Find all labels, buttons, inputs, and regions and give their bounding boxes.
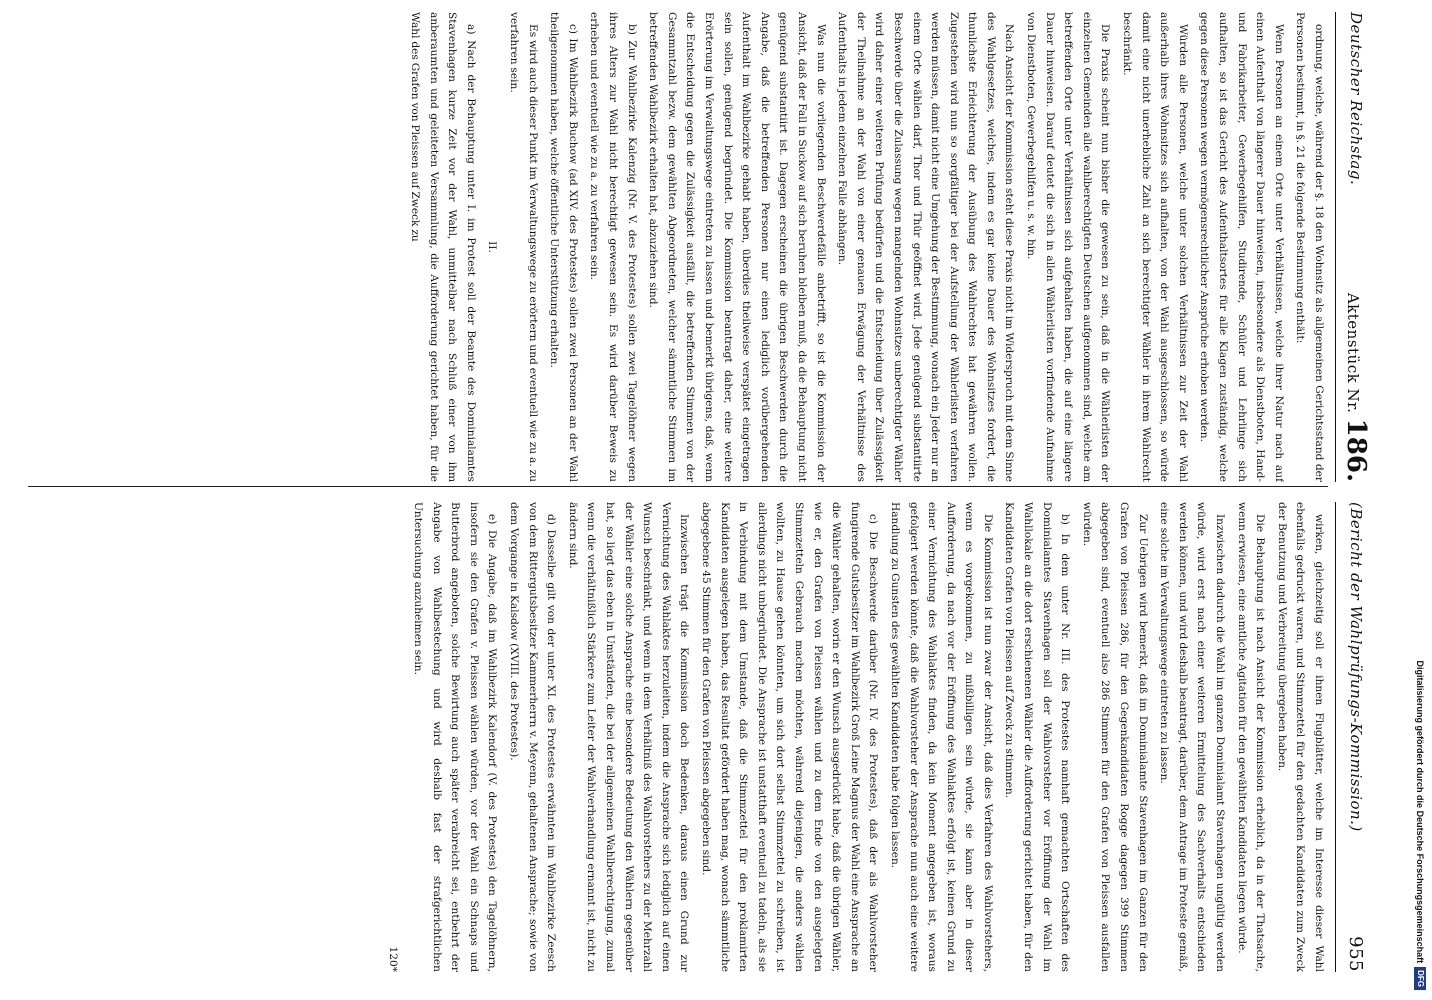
paragraph: Wenn Personen an einem Orte unter Verhältnissen, welche ihrer Natur nach auf einen Aufenthalt von längerer Dauer hinweisen, insbesondere als Dienstboten, Hand- und Fabrikarbeiter, Gewerbegehilfen, Studirende, Schüler und Lehrlinge sich aufhalten, so ist das Gericht des Aufenthaltsortes für alle Klagen zuständig, welche gegen diese Personen wegen vermögensrechtlicher Ansprüche erhoben werden.: [1198, 12, 1285, 482]
left-half-page: [0, 12, 1380, 482]
paragraph: Die Kommission ist nun zwar der Ansicht, daß dies Verfahren des Wahlvorstehers, wenn es vorgekommen, zu mißbilligen sein würde, sie kann aber in dieser Aufforderung, da nach vor der Eröffnung des Wahlaktes erfolgt ist, keinen Grund zu einer Vernichtung des Wahlaktes finden, da kein Moment angegeben ist, woraus gefolgert werden könnte, daß die Wahlvorsteher der Ansprache nun auch eine weitere Handlung zu Gunsten des gewählten Kandidaten habe folgen lassen.: [888, 502, 994, 972]
paragraph: Nach Ansicht der Kommission steht diese Praxis nicht im Widerspruch mit dem Sinne des Wahlgesetzes, welches, indem es gar keine Dauer des Wohnsitzes fordert, die thunlichste Erleichterung der Ausübung des Wahlrechtes hat gewähren wollen. Zugestehen wird nun so sorgfältiger bei der Aufstellung der Wählerlisten verfahren werden müssen, damit nicht eine Umgehung der Bestimmung, wonach ein Jeder nur an einem Orte wählen darf, Thor und Thür geöffnet wird. Jede genügend substantiirte Beschwerde über die Zulassung wegen mangelnden Wohnsitzes unberechtigter Wähler wird daher einer weiteren Prüfung bedürfen und die Entscheidung über Zulässigkeit der Theilnahme an der Wahl von einer genauen Erwägung der Verhältnisse des Aufenthalts in jedem einzelnen Falle abhängen.: [836, 12, 1016, 482]
paragraph: Würden alle Personen, welche unter solchen Verhältnissen zur Zeit der Wahl außerhalb ihres Wohnsitzes sich aufhalten, von der Wahl ausgeschlossen, so würde damit eine nicht unerhebliche Zahl an sich berechtigter Wähler in ihrem Wahlrecht beschränkt.: [1121, 12, 1189, 482]
document-page: [0, 12, 1380, 972]
document-reference-label: Aktenstück Nr.: [1344, 292, 1362, 414]
report-title: (Bericht der Wahlprüfungs-Kommission.): [1347, 502, 1365, 832]
left-running-header: [1335, 12, 1376, 482]
paragraph: Es wird auch dieser Punkt im Verwaltungswege zu erörtern und eventuell wie zu a. zu verfahren sein.: [508, 12, 539, 482]
paragraph: Was nun die vorliegenden Beschwerdefälle anbetrifft, so ist die Kommission der Ansicht, daß der Fall in Suckow auf sich beruhen bleiben muß, da die Behauptung nicht genügend substantiirt ist. Dagegen erscheinen die übrigen Beschwerden durch die Angabe, daß die betreffenden Personen nur einen lediglich vorübergehenden Aufenthalt im Wahlbezirke gehabt haben, überdies theilweise verspätet eingetragen sein sollen, genügend begründet. Die Kommission beantragt daher, eine weitere Erörterung im Verwaltungswege eintreten zu lassen und bemerkt übrigens, daß, wenn die Entscheidung gegen die Zulässigkeit ausfällt, die betreffenden Stimmen von der Gesammtzahl bezw. dem gewählten Abgeordneten, welcher sämmtliche Stimmen im betreffenden Wahlbezirk erhalten hat, abzuziehen sind.: [647, 12, 827, 482]
paragraph: ordnung, welche, während der §. 18 den Wohnsitz als allgemeinen Gerichtsstand der Personen bestimmt, in §. 21 die folgende Bestimmung enthält:: [1294, 12, 1325, 482]
paragraph: Die Behauptung ist nach Ansicht der Kommission erheblich, da in der Thatsache, wenn erwiesen, eine amtliche Agitation für den gewählten Kandidaten liegen würde.: [1235, 502, 1267, 972]
paragraph: b) In dem unter Nr. III. des Protestes namhaft gemachten Ortschaften des Dominialamtes Stavenhagen soll der Wahlvorsteher vor Eröffnung der Wahl im Wahllokale an die dort erschienenen Wähler die Aufforderung gerichtet haben, für den Kandidaten Grafen von Pleissen auf Zweck zu stimmen.: [1003, 502, 1072, 972]
paragraph: Die Praxis scheint nun bisher die gewesen zu sein, daß in die Wählerlisten der einzelnen Gemeinden alle wahlberechtigten Deutschen aufgenommen sind, welche am betreffenden Orte unter Verhältnissen sich aufgehalten haben, die auf eine längere Dauer hinweisen. Darauf deutet die sich in allen Wählerlisten vorfindende Aufnahme von Dienstboten, Gewerbegehilfen u. s. w. hin.: [1025, 12, 1112, 482]
right-text-columns: [0, 502, 1328, 972]
paragraph: b) Zur Wahlbezirke Kalenzig (Nr. V. des Protestes) sollen zwei Tagelöhner wegen ihres Alters zur Wahl nicht berechtigt gewesen sein. Es wird darüber Beweis zu erheben und eventuell wie zu a. zu verfahren sein.: [588, 12, 638, 482]
column-divider: [28, 486, 1328, 487]
paragraph: a) Nach der Behauptung unter I. im Protest soll der Beamte des Dominialamtes Stavenhagen kurze Zeit vor der Wahl, unmittelbar nach Schluß einer von ihm anberaumten und geleiteten Versammlung, die Aufforderung gerichtet haben, für die Wahl des Grafen von Pleissen auf Zweck zu: [409, 12, 477, 482]
dfg-logo: DFG: [1414, 967, 1426, 990]
text-column-1: [0, 12, 1328, 482]
section-heading: II.: [486, 241, 499, 253]
paragraph: wirken, gleichzeitig soll er ihnen Flugblätter, welche im Interesse dieser Wahl ebenfalls gedruckt waren, und Stimmzettel für den gedachten Kandidaten zum Zweck der Benutzung und Verbreitung übergeben haben.: [1275, 502, 1325, 972]
paragraph: e) Die Angabe, daß im Wahlbezirk Kalendorf (V. des Protestes) den Tagelöhnern, insofern sie den Grafen v. Pleissen wählen würden, vor der Wahl ein Schnaps und Butterbrod angeboten, solche Bewirtung auch später verabreicht sei, entbehrt der Angabe von Wahlbestechung und wird deshalb fast der strafgerichtlichen Untersuchung anzuheimen sein.: [412, 502, 499, 972]
publication-title: Deutscher Reichstag.: [1347, 12, 1365, 186]
credit-text: Digitalisierung gefördert durch die Deutsche Forschungsgemeinschaft: [1415, 660, 1425, 964]
digitization-credit: [1412, 10, 1428, 990]
left-text-columns: [0, 12, 1328, 482]
paragraph: c) Im Wahlbezirk Buchow (ad XIV. des Protestes) sollen zwei Personen an der Wahl theilgenommen haben, welche öffentliche Unterstützung erhalten.: [548, 12, 579, 482]
right-half-page: [0, 502, 1380, 972]
paragraph: Inzwischen trägt die Kommission doch Bedenken, daraus einen Grund zur Vernichtung des Wahlaktes herzuleiten, indem die Ansprache sich lediglich auf einen Wunsch beschränkt, und wenn in dem Verhältniß des Wahlvorstehers zu der Mehrzahl der Wähler eine solche Ansprache eine besondere Bedeutung den Wählern gegenüber hat, so liegt das eben in Umständen, die bei der allgemeinen Wahlberechtigung, zumal wenn die verhältnißlich Stärkere zum Leiter der Wahlverhandlung ernannt ist, nicht zu ändern sind.: [566, 502, 691, 972]
right-running-header: [1335, 502, 1376, 972]
text-column-2: [0, 502, 1328, 972]
paragraph: Zur Uebrigen wird bemerkt, daß im Dominialamte Stavenhagen im Ganzen für den Grafen von Pleissen 286, für den Gegenkandidaten Rogge dagegen 399 Stimmen abgegeben sind, eventuell also 286 Stimmen für den Grafen von Pleissen ausfallen würden.: [1080, 502, 1149, 972]
sheet-signature: 120*: [387, 946, 400, 972]
document-number: 186.: [1341, 418, 1371, 482]
paragraph: d) Dasselbe gilt von der unter XI. des Protestes erwähnten im Wahlbezirke Zeesch von dem Rittergutsbesitzer Kammerherrn v. Meyenn, gehaltenen Ansprache; sowie von dem Vorgange in Kalsdow (XVIII. des Protestes).: [508, 502, 558, 972]
document-reference: [1341, 293, 1371, 482]
paragraph: c) Die Beschwerde darüber (Nr. IV. des Protestes), daß der als Wahlvorsteher fungirende Gutsbesitzer im Wahlbezirk Groß Leine Magnus der Wahl eine Ansprache an die Wähler gehalten, worin er den Wunsch ausgedrückt habe, daß die übrigen Wähler, wie er, den Grafen von Pleissen wählen und zu dem Ende von den ausgelegten Stimmzetteln Gebrauch machen möchten, während diejenigen, die anders wählen wollten, zu Hause gehen könnten, um sich dort selbst Stimmzettel zu schreiben, ist allerdings nicht unbegründet. Die Ansprache ist unstatthaft eventuell zu tadeln, als sie in Verbindung mit dem Umstande, daß die Stimmzettel für den proklamirten Kandidaten ausgelegen haben, das Resultat gefördert haben mag, wonach sämmtliche abgegebene 45 Stimmen für den Grafen von Pleissen abgegeben sind.: [700, 502, 880, 972]
page-number: 955: [1345, 936, 1367, 972]
paragraph: Inzwischen dadurch die Wahl im ganzen Dominialamt Stavenhagen ungültig werden würde, wird erst nach einer weiteren Ermittelung des Sachverhalts entschieden werden können, und wird deshalb beantragt, darüber, dem Antrage im Proteste gemäß, eine solche im Verwaltungswege eintreten zu lassen.: [1158, 502, 1227, 972]
